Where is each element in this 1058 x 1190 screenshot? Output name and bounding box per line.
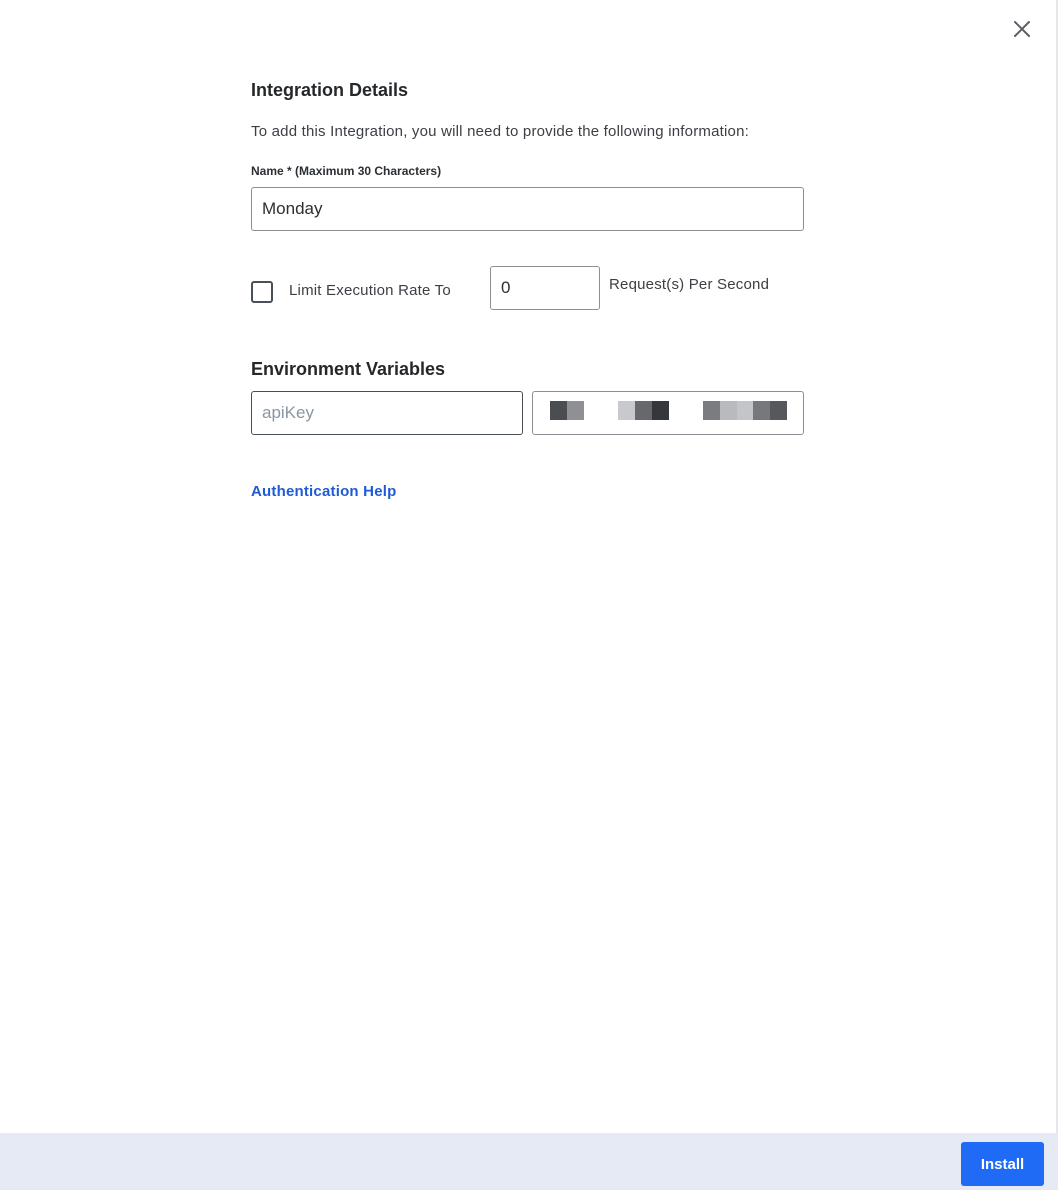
rate-limit-row xyxy=(251,266,804,310)
dialog-footer xyxy=(0,1133,1058,1190)
intro-text: To add this Integration, you will need to provide the following information: xyxy=(251,123,749,140)
install-button[interactable]: Install xyxy=(961,1142,1044,1186)
redacted-value xyxy=(550,401,790,420)
dialog-content xyxy=(251,78,804,501)
rate-input[interactable] xyxy=(490,266,600,310)
integration-details-title: Integration Details xyxy=(251,80,409,100)
env-variable-row xyxy=(251,391,804,435)
limit-rate-label: Limit Execution Rate To xyxy=(289,282,451,299)
name-field-label: Name * (Maximum 30 Characters) xyxy=(251,164,442,178)
rate-unit-label: Request(s) Per Second xyxy=(609,276,770,293)
env-value-input[interactable] xyxy=(532,391,804,435)
close-icon xyxy=(1013,20,1031,38)
environment-variables-title: Environment Variables xyxy=(251,359,446,379)
name-input[interactable] xyxy=(251,187,804,231)
authentication-help-link[interactable]: Authentication Help xyxy=(251,483,397,500)
limit-rate-checkbox[interactable] xyxy=(251,281,273,303)
close-button[interactable] xyxy=(1009,16,1035,42)
env-key-input[interactable] xyxy=(251,391,523,435)
